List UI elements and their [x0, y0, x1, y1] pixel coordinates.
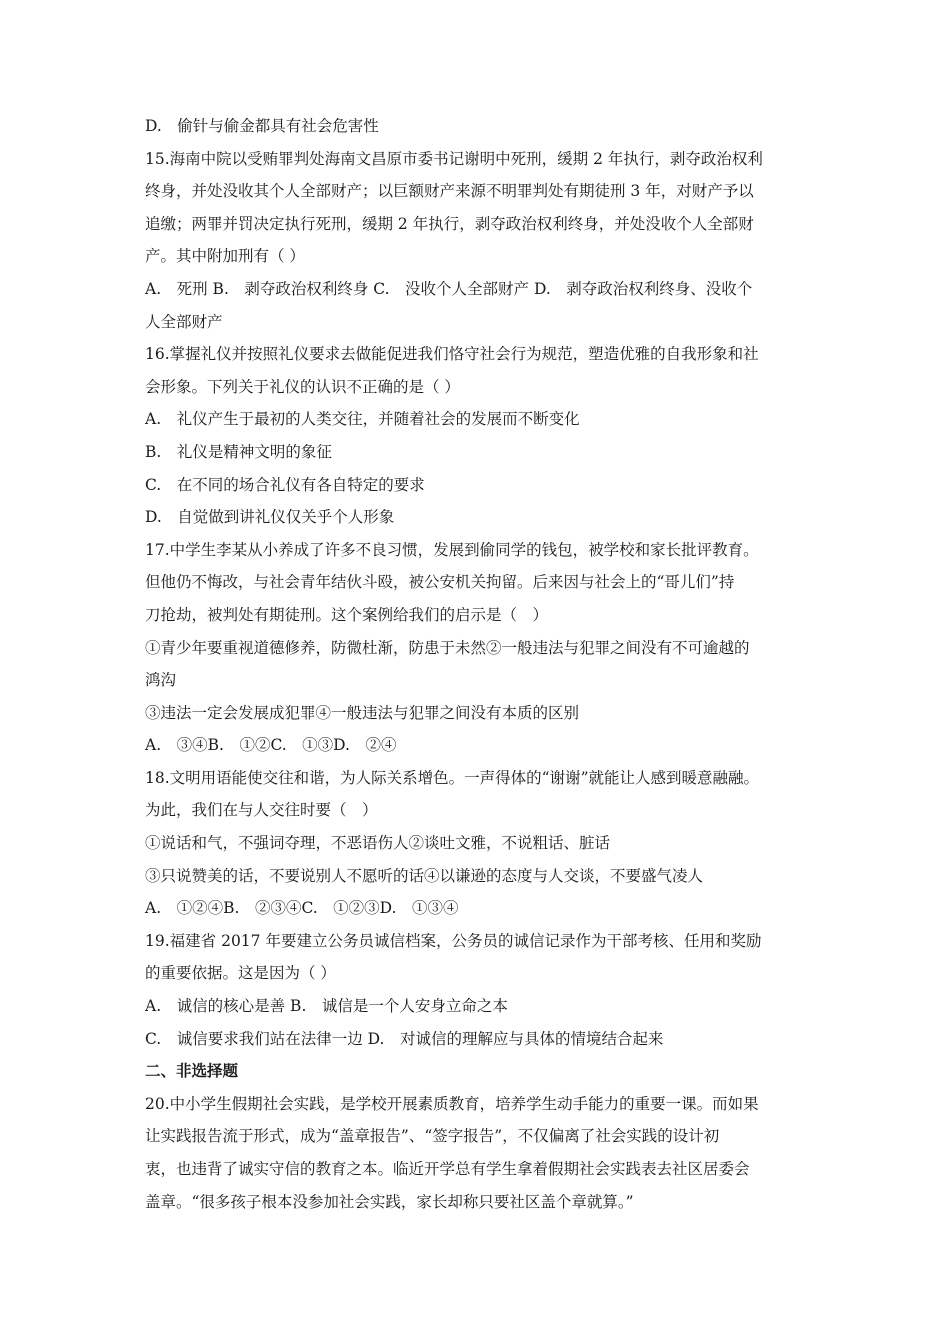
question-15-options: A. 死刑 B. 剥夺政治权利终身 C. 没收个人全部财产 D. 剥夺政治权利终身、没收个	[145, 279, 753, 298]
option-d-q14: D. 偷针与偷金都具有社会危害性	[145, 117, 379, 135]
question-15-stem: 追缴；两罪并罚决定执行死刑，缓期 2 年执行，剥夺政治权利终身，并处没收个人全部财	[145, 214, 754, 233]
question-16-stem: 16.掌握礼仪并按照礼仪要求去做能促进我们恪守社会行为规范，塑造优雅的自我形象和社	[145, 345, 759, 364]
question-18-stem: 18.文明用语能使交往和谐，为人际关系增色。一声得体的“谢谢”就能让人感到暖意融融。	[145, 768, 760, 787]
question-18-stem: 为此，我们在与人交往时要（ ）	[145, 801, 378, 820]
question-18-statements: ③只说赞美的话，不要说别人不愿听的话④以谦逊的态度与人交谈，不要盛气凌人	[145, 866, 704, 885]
question-17-stem: 17.中学生李某从小养成了许多不良习惯，发展到偷同学的钱包，被学校和家长批评教育。	[145, 540, 759, 559]
question-19-stem: 19.福建省 2017 年要建立公务员诚信档案，公务员的诚信记录作为干部考核、任用和奖励	[145, 931, 762, 950]
question-16-option-b: B. 礼仪是精神文明的象征	[145, 442, 332, 461]
question-18-options: A. ①②④B. ②③④C. ①②③D. ①③④	[145, 899, 459, 918]
question-20-material: 衷，也违背了诚实守信的教育之本。临近开学总有学生拿着假期社会实践表去社区居委会	[145, 1160, 750, 1178]
question-17-stem: 刀抢劫，被判处有期徒刑。这个案例给我们的启示是（ ）	[145, 605, 549, 624]
question-16-option-c: C. 在不同的场合礼仪有各自特定的要求	[145, 475, 425, 494]
question-16-stem: 会形象。下列关于礼仪的认识不正确的是（ ）	[145, 377, 460, 396]
question-15-stem: 15.海南中院以受贿罪判处海南文昌原市委书记谢明中死刑，缓期 2 年执行，剥夺政治权利	[145, 149, 763, 168]
question-20-material: 让实践报告流于形式，成为“盖章报告”、“签字报告”，不仅偏离了社会实践的设计初	[145, 1127, 720, 1146]
question-15-stem: 终身，并处没收其个人全部财产；以巨额财产来源不明罪判处有期徒刑 3 年，对财产予以	[145, 182, 754, 201]
section-heading: 二、非选择题	[145, 1062, 239, 1081]
question-15-stem: 产。其中附加刑有（ ）	[145, 247, 305, 266]
question-20-material: 20.中小学生假期社会实践，是学校开展素质教育，培养学生动手能力的重要一课。而如果	[145, 1094, 759, 1113]
question-20-material: 盖章。“很多孩子根本没参加社会实践，家长却称只要社区盖个章就算。”	[145, 1192, 634, 1211]
question-16-option-a: A. 礼仪产生于最初的人类交往，并随着社会的发展而不断变化	[145, 410, 580, 429]
question-16-option-d: D. 自觉做到讲礼仪仅关乎个人形象	[145, 508, 395, 527]
question-17-statements: ①青少年要重视道德修养，防微杜渐，防患于未然②一般违法与犯罪之间没有不可逾越的	[145, 638, 750, 657]
question-19-options: C. 诚信要求我们站在法律一边 D. 对诚信的理解应与具体的情境结合起来	[145, 1029, 664, 1048]
question-19-options: A. 诚信的核心是善 B. 诚信是一个人安身立命之本	[145, 997, 508, 1016]
document-page	[145, 110, 815, 1218]
question-15-options: 人全部财产	[145, 312, 223, 331]
question-17-options: A. ③④B. ①②C. ①③D. ②④	[145, 736, 397, 755]
question-19-stem: 的重要依据。这是因为（ ）	[145, 964, 336, 983]
question-17-stem: 但他仍不悔改，与社会青年结伙斗殴，被公安机关拘留。后来因与社会上的“哥儿们”持	[145, 573, 735, 592]
question-17-statements: ③违法一定会发展成犯罪④一般违法与犯罪之间没有本质的区别	[145, 703, 580, 722]
question-18-statements: ①说话和气，不强词夺理，不恶语伤人②谈吐文雅，不说粗话、脏话	[145, 834, 611, 853]
question-17-statements: 鸿沟	[145, 671, 177, 690]
